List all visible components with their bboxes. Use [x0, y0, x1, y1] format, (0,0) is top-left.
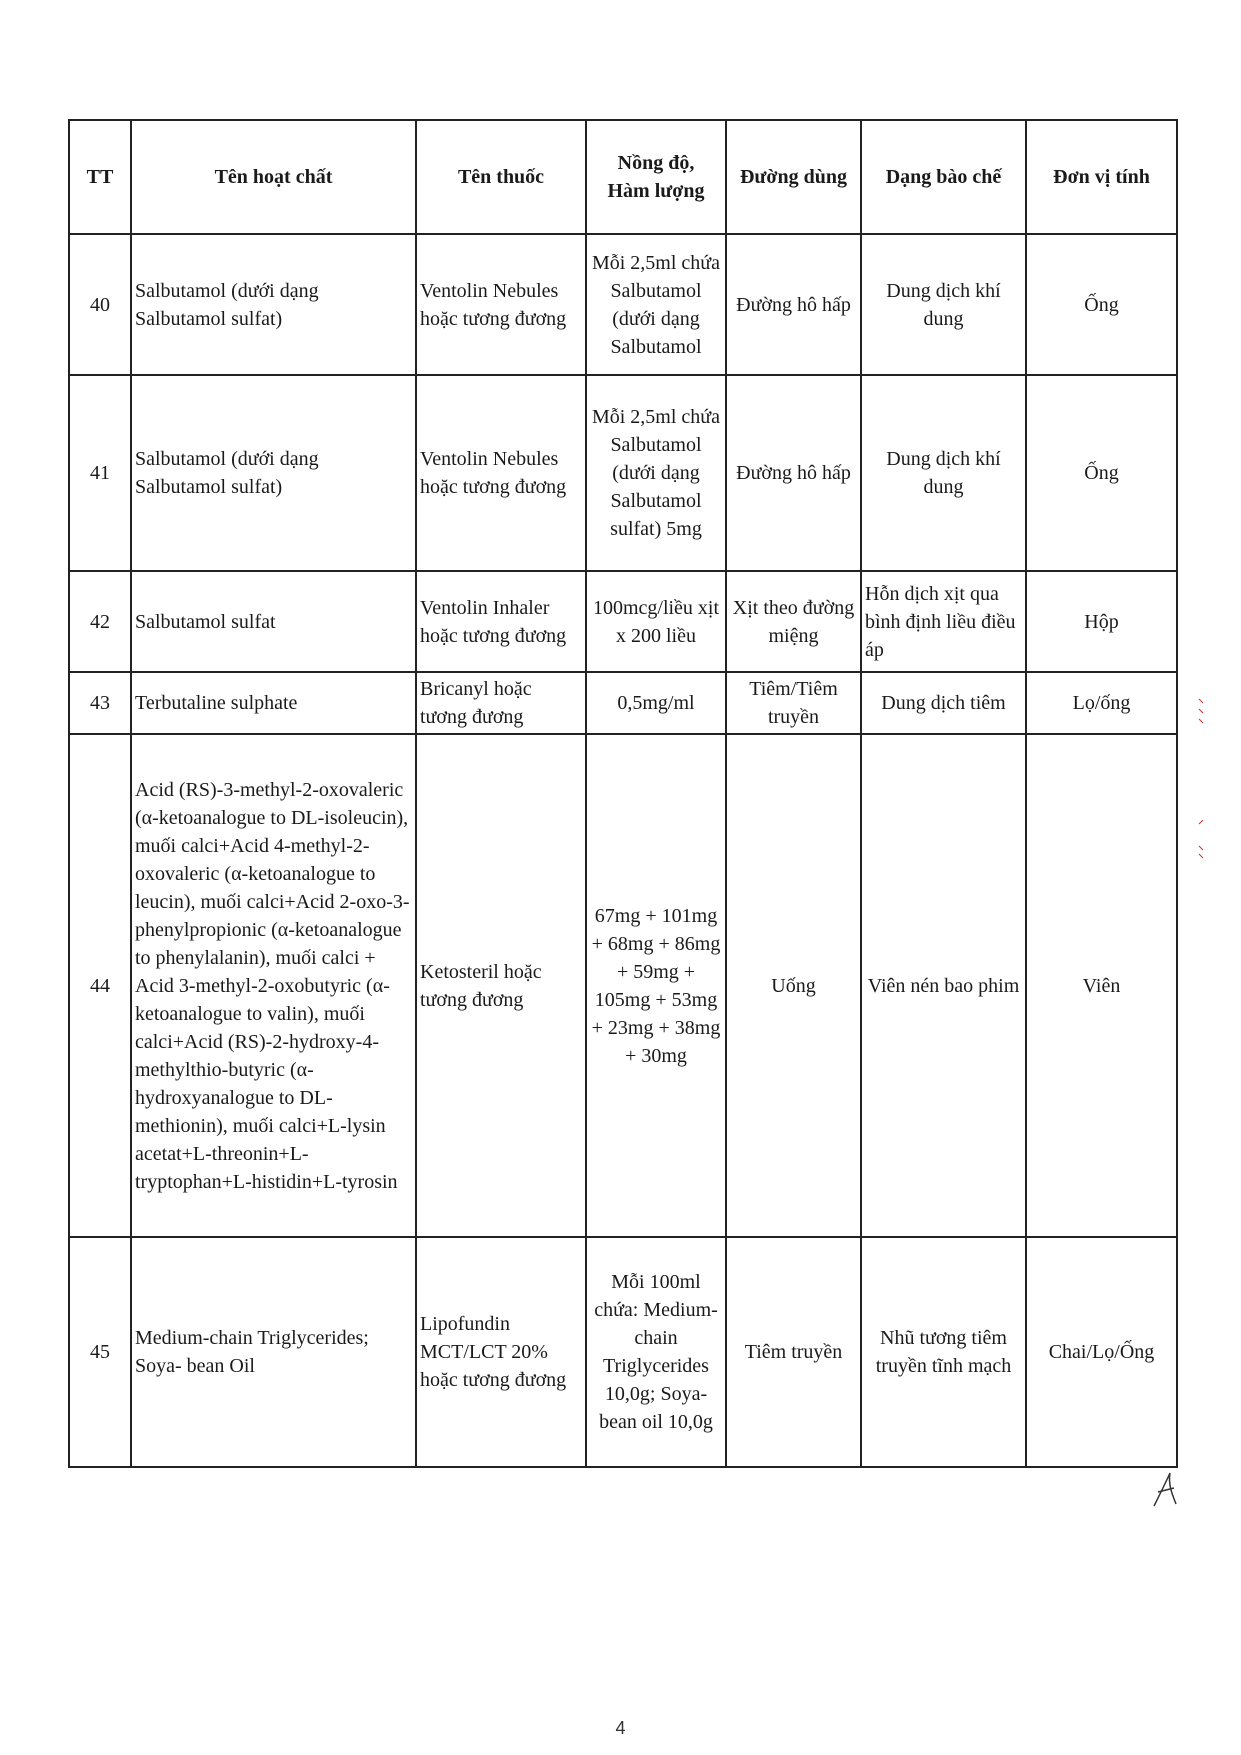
header-strength-line1: Nồng độ,	[617, 152, 695, 174]
drug-table	[68, 119, 1178, 1468]
table-row	[69, 734, 1177, 1237]
header-active-ingredient: Tên hoạt chất	[131, 120, 416, 234]
cell-active-ingredient: Salbutamol sulfat	[131, 571, 416, 672]
table-row	[69, 571, 1177, 672]
cell-unit: Hộp	[1026, 571, 1177, 672]
cell-tt: 43	[69, 672, 131, 734]
cell-drug-name: Lipofundin MCT/LCT 20% hoặc tương đương	[416, 1237, 586, 1467]
cell-route: Tiêm truyền	[726, 1237, 861, 1467]
initials-mark-icon	[1150, 1470, 1180, 1510]
cell-active-ingredient: Salbutamol (dưới dạng Salbutamol sulfat)	[131, 375, 416, 571]
cell-active-ingredient: Terbutaline sulphate	[131, 672, 416, 734]
header-unit: Đơn vị tính	[1026, 120, 1177, 234]
cell-drug-name: Bricanyl hoặc tương đương	[416, 672, 586, 734]
table-row	[69, 375, 1177, 571]
table-row	[69, 234, 1177, 375]
cell-dosage-form: Dung dịch khí dung	[861, 234, 1026, 375]
cell-strength: Mỗi 2,5ml chứa Salbutamol (dưới dạng Salbutamol sulfat) 5mg	[586, 375, 726, 571]
cell-dosage-form: Dung dịch tiêm	[861, 672, 1026, 734]
table-header-row	[69, 120, 1177, 234]
header-route: Đường dùng	[726, 120, 861, 234]
table-row	[69, 672, 1177, 734]
table-row	[69, 1237, 1177, 1467]
header-strength	[586, 120, 726, 234]
cell-unit: Chai/Lọ/Ống	[1026, 1237, 1177, 1467]
page-number: 4	[615, 1718, 626, 1738]
cell-active-ingredient: Medium-chain Triglycerides; Soya- bean Oil	[131, 1237, 416, 1467]
cell-tt: 40	[69, 234, 131, 375]
cell-drug-name: Ventolin Nebules hoặc tương đương	[416, 375, 586, 571]
header-drug-name: Tên thuốc	[416, 120, 586, 234]
cell-tt: 42	[69, 571, 131, 672]
cell-drug-name: Ventolin Nebules hoặc tương đương	[416, 234, 586, 375]
cell-route: Tiêm/Tiêm truyền	[726, 672, 861, 734]
cell-strength: Mỗi 100ml chứa: Medium-chain Triglycerides 10,0g; Soya-bean oil 10,0g	[586, 1237, 726, 1467]
header-tt: TT	[69, 120, 131, 234]
cell-active-ingredient: Acid (RS)-3-methyl-2-oxovaleric (α-ketoanalogue to DL-isoleucin), muối calci+Acid 4-methyl-2-oxovaleric (α-ketoanalogue to leucin), muối calci+Acid 2-oxo-3-phenylpropionic (α-ketoanalogue to phenylalanin), muối calci + Acid 3-methyl-2-oxobutyric (α-ketoanalogue to valin), muối calci+Acid (RS)-2-hydroxy-4-methylthio-butyric (α-hydroxyanalogue to DL-methionin), muối calci+L-lysin acetat+L-threonin+L-tryptophan+L-histidin+L-tyrosin	[131, 734, 416, 1237]
cell-route: Xịt theo đường miệng	[726, 571, 861, 672]
cell-dosage-form: Viên nén bao phim	[861, 734, 1026, 1237]
cell-unit: Lọ/ống	[1026, 672, 1177, 734]
cell-strength: 0,5mg/ml	[586, 672, 726, 734]
cell-unit: Viên	[1026, 734, 1177, 1237]
cell-drug-name: Ventolin Inhaler hoặc tương đương	[416, 571, 586, 672]
cell-dosage-form: Hỗn dịch xịt qua bình định liều điều áp	[861, 571, 1026, 672]
scan-tick-mark-icon	[1198, 820, 1204, 860]
cell-dosage-form: Dung dịch khí dung	[861, 375, 1026, 571]
cell-strength: 100mcg/liều xịt x 200 liều	[586, 571, 726, 672]
cell-unit: Ống	[1026, 234, 1177, 375]
cell-route: Đường hô hấp	[726, 375, 861, 571]
cell-dosage-form: Nhũ tương tiêm truyền tĩnh mạch	[861, 1237, 1026, 1467]
header-strength-line2: Hàm lượng	[607, 180, 705, 202]
cell-drug-name: Ketosteril hoặc tương đương	[416, 734, 586, 1237]
cell-tt: 44	[69, 734, 131, 1237]
cell-tt: 45	[69, 1237, 131, 1467]
cell-route: Uống	[726, 734, 861, 1237]
cell-unit: Ống	[1026, 375, 1177, 571]
cell-strength: 67mg + 101mg + 68mg + 86mg + 59mg + 105mg + 53mg + 23mg + 38mg + 30mg	[586, 734, 726, 1237]
cell-route: Đường hô hấp	[726, 234, 861, 375]
header-dosage-form: Dạng bào chế	[861, 120, 1026, 234]
scan-tick-mark-icon	[1198, 697, 1204, 727]
cell-active-ingredient: Salbutamol (dưới dạng Salbutamol sulfat)	[131, 234, 416, 375]
cell-strength: Mỗi 2,5ml chứa Salbutamol (dưới dạng Salbutamol	[586, 234, 726, 375]
cell-tt: 41	[69, 375, 131, 571]
